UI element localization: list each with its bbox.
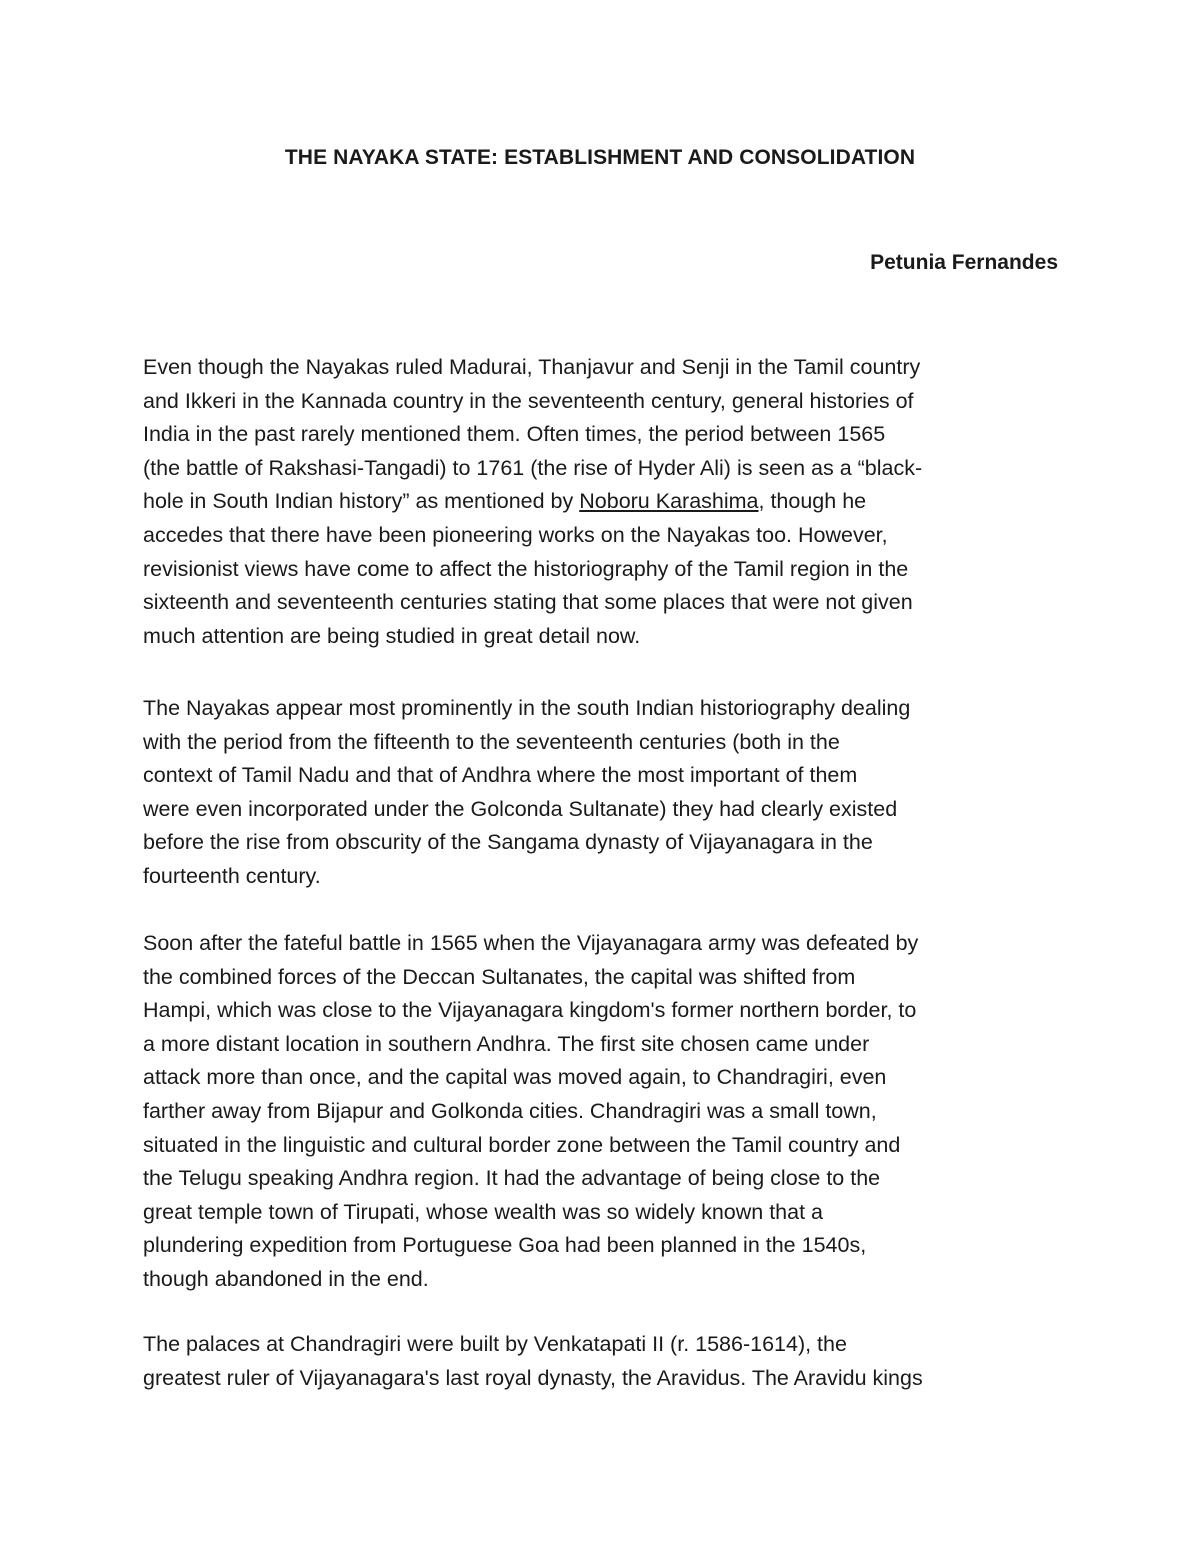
paragraph-4 — [143, 1328, 1063, 1395]
text-fragment: hole in South Indian history” as mentioned by — [143, 489, 580, 514]
text-line: Hampi, which was close to the Vijayanagara kingdom's former northern border, to — [143, 998, 917, 1023]
text-line-with-link — [143, 485, 1063, 519]
text-line: a more distant location in southern Andhra. The first site chosen came under — [143, 1031, 870, 1056]
text-line: Soon after the fateful battle in 1565 when the Vijayanagara army was defeated by — [143, 931, 919, 955]
paragraph-3 — [143, 927, 1063, 1297]
author-link-noboru-karashima[interactable]: Noboru Karashima — [579, 489, 759, 514]
document-title: THE NAYAKA STATE: ESTABLISHMENT AND CONSOLIDATION — [284, 146, 916, 169]
text-line: (the battle of Rakshasi-Tangadi) to 1761 (the rise of Hyder Ali) is seen as a “black- — [143, 455, 923, 480]
text-line: great temple town of Tirupati, whose wealth was so widely known that a — [143, 1199, 823, 1224]
text-line: the Telugu speaking Andhra region. It had the advantage of being close to the — [143, 1166, 881, 1191]
text-line: accedes that there have been pioneering works on the Nayakas too. However, — [143, 522, 888, 547]
text-line: The palaces at Chandragiri were built by Venkatapati II (r. 1586-1614), the — [143, 1332, 847, 1356]
text-line: and Ikkeri in the Kannada country in the seventeenth century, general histories of — [143, 388, 914, 413]
text-line: before the rise from obscurity of the Sangama dynasty of Vijayanagara in the — [143, 830, 873, 855]
text-line: India in the past rarely mentioned them. Often times, the period between 1565 — [143, 422, 886, 447]
paragraph-1 — [143, 351, 1063, 653]
text-line: revisionist views have come to affect the historiography of the Tamil region in the — [143, 556, 909, 581]
text-line: though abandoned in the end. — [143, 1266, 429, 1291]
text-line: situated in the linguistic and cultural border zone between the Tamil country and — [143, 1132, 901, 1157]
text-line: were even incorporated under the Golconda Sultanate) they had clearly existed — [143, 796, 898, 821]
text-line: fourteenth century. — [143, 863, 321, 888]
text-line: sixteenth and seventeenth centuries stating that some places that were not given — [143, 590, 913, 615]
text-line: The Nayakas appear most prominently in the south Indian historiography dealing — [143, 696, 911, 720]
text-line: plundering expedition from Portuguese Goa had been planned in the 1540s, — [143, 1233, 867, 1258]
text-line: with the period from the fifteenth to the seventeenth centuries (both in the — [143, 729, 840, 754]
text-fragment: , though he — [758, 489, 867, 514]
text-line: context of Tamil Nadu and that of Andhra where the most important of them — [143, 763, 858, 788]
paragraph-2 — [143, 692, 1063, 894]
text-line: the combined forces of the Deccan Sultanates, the capital was shifted from — [143, 964, 856, 989]
text-line: attack more than once, and the capital was moved again, to Chandragiri, even — [143, 1065, 887, 1090]
text-line: Even though the Nayakas ruled Madurai, Thanjavur and Senji in the Tamil country — [143, 355, 921, 379]
text-line: greatest ruler of Vijayanagara's last royal dynasty, the Aravidus. The Aravidu kings — [143, 1365, 923, 1390]
author-name: Petunia Fernandes — [870, 251, 1058, 274]
text-line: farther away from Bijapur and Golkonda cities. Chandragiri was a small town, — [143, 1098, 877, 1123]
text-line: much attention are being studied in great detail now. — [143, 623, 641, 648]
